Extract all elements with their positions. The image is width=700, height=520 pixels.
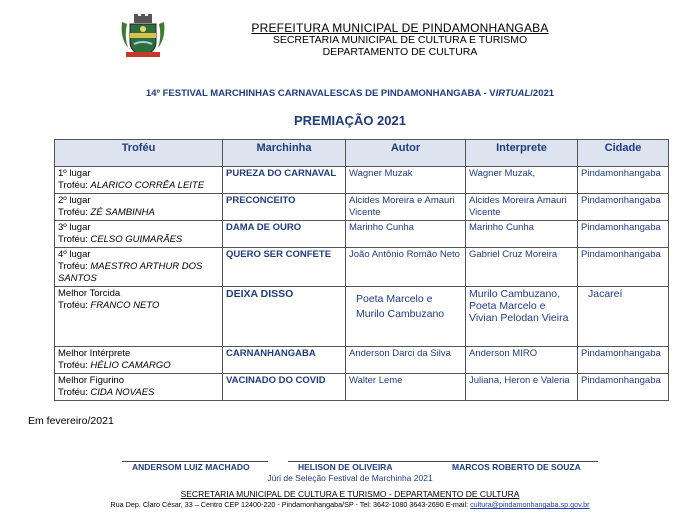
trophy-prefix: Troféu: xyxy=(58,360,91,371)
trophy-prefix: Troféu: xyxy=(58,180,91,191)
table-row xyxy=(55,221,669,248)
trophy-prefix: Troféu: xyxy=(58,234,91,245)
awards-table xyxy=(54,139,669,401)
author-cell: Wagner Muzak xyxy=(346,167,466,194)
festival-title xyxy=(0,88,700,99)
performer-cell: Anderson MIRO xyxy=(466,347,578,374)
author-cell: Anderson Darci da Silva xyxy=(346,347,466,374)
award-cell xyxy=(55,287,223,347)
award-place: 2º lugar xyxy=(58,195,91,206)
trophy-prefix: Troféu: xyxy=(58,300,91,311)
song-cell: DEIXA DISSO xyxy=(223,287,346,347)
performer-cell: Murilo Cambuzano, Poeta Marcelo e Vivian Pelodan Vieira xyxy=(466,287,578,347)
festival-title-italic: IRTUAL xyxy=(495,88,531,99)
signatory-name: ANDERSOM LUIZ MACHADO xyxy=(132,462,250,472)
footer-email-link[interactable]: cultura@pindamonhangaba.sp.gov.br xyxy=(470,500,590,509)
song-cell: DAMA DE OURO xyxy=(223,221,346,248)
trophy-prefix: Troféu: xyxy=(58,261,91,272)
trophy-line xyxy=(58,300,219,312)
festival-title-suffix: /2021 xyxy=(530,88,555,99)
performer-cell: Juliana, Heron e Valeria xyxy=(466,374,578,401)
author-cell: Alcides Moreira e Amauri Vicente xyxy=(346,194,466,221)
author-cell: João Antônio Romão Neto xyxy=(346,248,466,287)
document-date: Em fevereiro/2021 xyxy=(28,415,114,427)
award-place: Melhor Torcida xyxy=(58,288,121,299)
trophy-prefix: Troféu: xyxy=(58,207,91,218)
trophy-name: MAESTRO ARTHUR DOS SANTOS xyxy=(58,261,203,284)
trophy-name: ALARICO CORRÊA LEITE xyxy=(90,180,205,191)
song-cell: PRECONCEITO xyxy=(223,194,346,221)
award-cell xyxy=(55,194,223,221)
performer-cell: Marinho Cunha xyxy=(466,221,578,248)
award-cell xyxy=(55,167,223,194)
city-cell: Pindamonhangaba xyxy=(578,347,669,374)
trophy-name: HÉLIO CAMARGO xyxy=(90,360,171,371)
letterhead-line-3: DEPARTAMENTO DE CULTURA xyxy=(322,46,478,58)
award-place: Melhor Figurino xyxy=(58,375,124,386)
trophy-line xyxy=(58,207,219,219)
column-header: Interprete xyxy=(466,140,578,167)
column-header: Autor xyxy=(346,140,466,167)
award-place: 1º lugar xyxy=(58,168,91,179)
song-cell: PUREZA DO CARNAVAL xyxy=(223,167,346,194)
city-cell: Pindamonhangaba xyxy=(578,374,669,401)
trophy-line xyxy=(58,234,219,246)
column-header: Troféu xyxy=(55,140,223,167)
award-place: 4º lugar xyxy=(58,249,91,260)
author-cell: Marinho Cunha xyxy=(346,221,466,248)
trophy-line xyxy=(58,261,219,285)
city-cell: Jacareí xyxy=(578,287,669,347)
award-cell xyxy=(55,221,223,248)
trophy-name: CIDA NOVAES xyxy=(90,387,155,398)
municipal-coat-of-arms-icon xyxy=(118,14,168,60)
city-cell: Pindamonhangaba xyxy=(578,221,669,248)
award-place: Melhor Intérprete xyxy=(58,348,131,359)
letterhead-line-1: PREFEITURA MUNICIPAL DE PINDAMONHANGABA xyxy=(251,21,549,35)
table-header-row xyxy=(55,140,669,167)
city-cell: Pindamonhangaba xyxy=(578,194,669,221)
table-row xyxy=(55,287,669,347)
page-title: PREMIAÇÃO 2021 xyxy=(294,113,406,128)
jury-caption: Júri de Seleção Festival de Marchinha 2021 xyxy=(267,473,433,483)
song-cell: VACINADO DO COVID xyxy=(223,374,346,401)
author-cell: Poeta Marcelo e Murilo Cambuzano xyxy=(346,287,466,347)
song-cell: QUERO SER CONFETE xyxy=(223,248,346,287)
table-row xyxy=(55,248,669,287)
signatory-name: HELISON DE OLIVEIRA xyxy=(298,462,393,472)
author-cell: Walter Leme xyxy=(346,374,466,401)
table-row xyxy=(55,167,669,194)
letterhead xyxy=(200,22,600,58)
city-cell: Pindamonhangaba xyxy=(578,167,669,194)
letterhead-line-2: SECRETARIA MUNICIPAL DE CULTURA E TURISMO xyxy=(272,34,528,46)
footer-department: SECRETARIA MUNICIPAL DE CULTURA E TURISMO - DEPARTAMENTO DE CULTURA xyxy=(180,489,520,499)
table-row xyxy=(55,347,669,374)
award-place: 3º lugar xyxy=(58,222,91,233)
table-row xyxy=(55,194,669,221)
trophy-name: FRANCO NETO xyxy=(90,300,160,311)
column-header: Marchinha xyxy=(223,140,346,167)
trophy-line xyxy=(58,387,219,399)
performer-cell: Wagner Muzak, xyxy=(466,167,578,194)
award-cell xyxy=(55,347,223,374)
footer-address-text: Rua Dep. Claro César, 33 – Centro CEP 12400-220 - Pindamonhangaba/SP - Tel: 3642-1080 3643-2690 E-mail: xyxy=(110,500,471,509)
festival-title-prefix: 14º FESTIVAL MARCHINHAS CARNAVALESCAS DE PINDAMONHANGABA - V xyxy=(145,88,496,99)
performer-cell: Alcides Moreira Amauri Vicente xyxy=(466,194,578,221)
trophy-line xyxy=(58,360,219,372)
table-row xyxy=(55,374,669,401)
trophy-line xyxy=(58,180,219,192)
performer-cell: Gabriel Cruz Moreira xyxy=(466,248,578,287)
song-cell: CARNANHANGABA xyxy=(223,347,346,374)
trophy-name: ZÉ SAMBINHA xyxy=(90,207,155,218)
trophy-prefix: Troféu: xyxy=(58,387,91,398)
column-header: Cidade xyxy=(578,140,669,167)
award-cell xyxy=(55,374,223,401)
city-cell: Pindamonhangaba xyxy=(578,248,669,287)
footer-address xyxy=(0,500,700,509)
trophy-name: CELSO GUIMARÃES xyxy=(90,234,183,245)
award-cell xyxy=(55,248,223,287)
signatory-name: MARCOS ROBERTO DE SOUZA xyxy=(452,462,581,472)
